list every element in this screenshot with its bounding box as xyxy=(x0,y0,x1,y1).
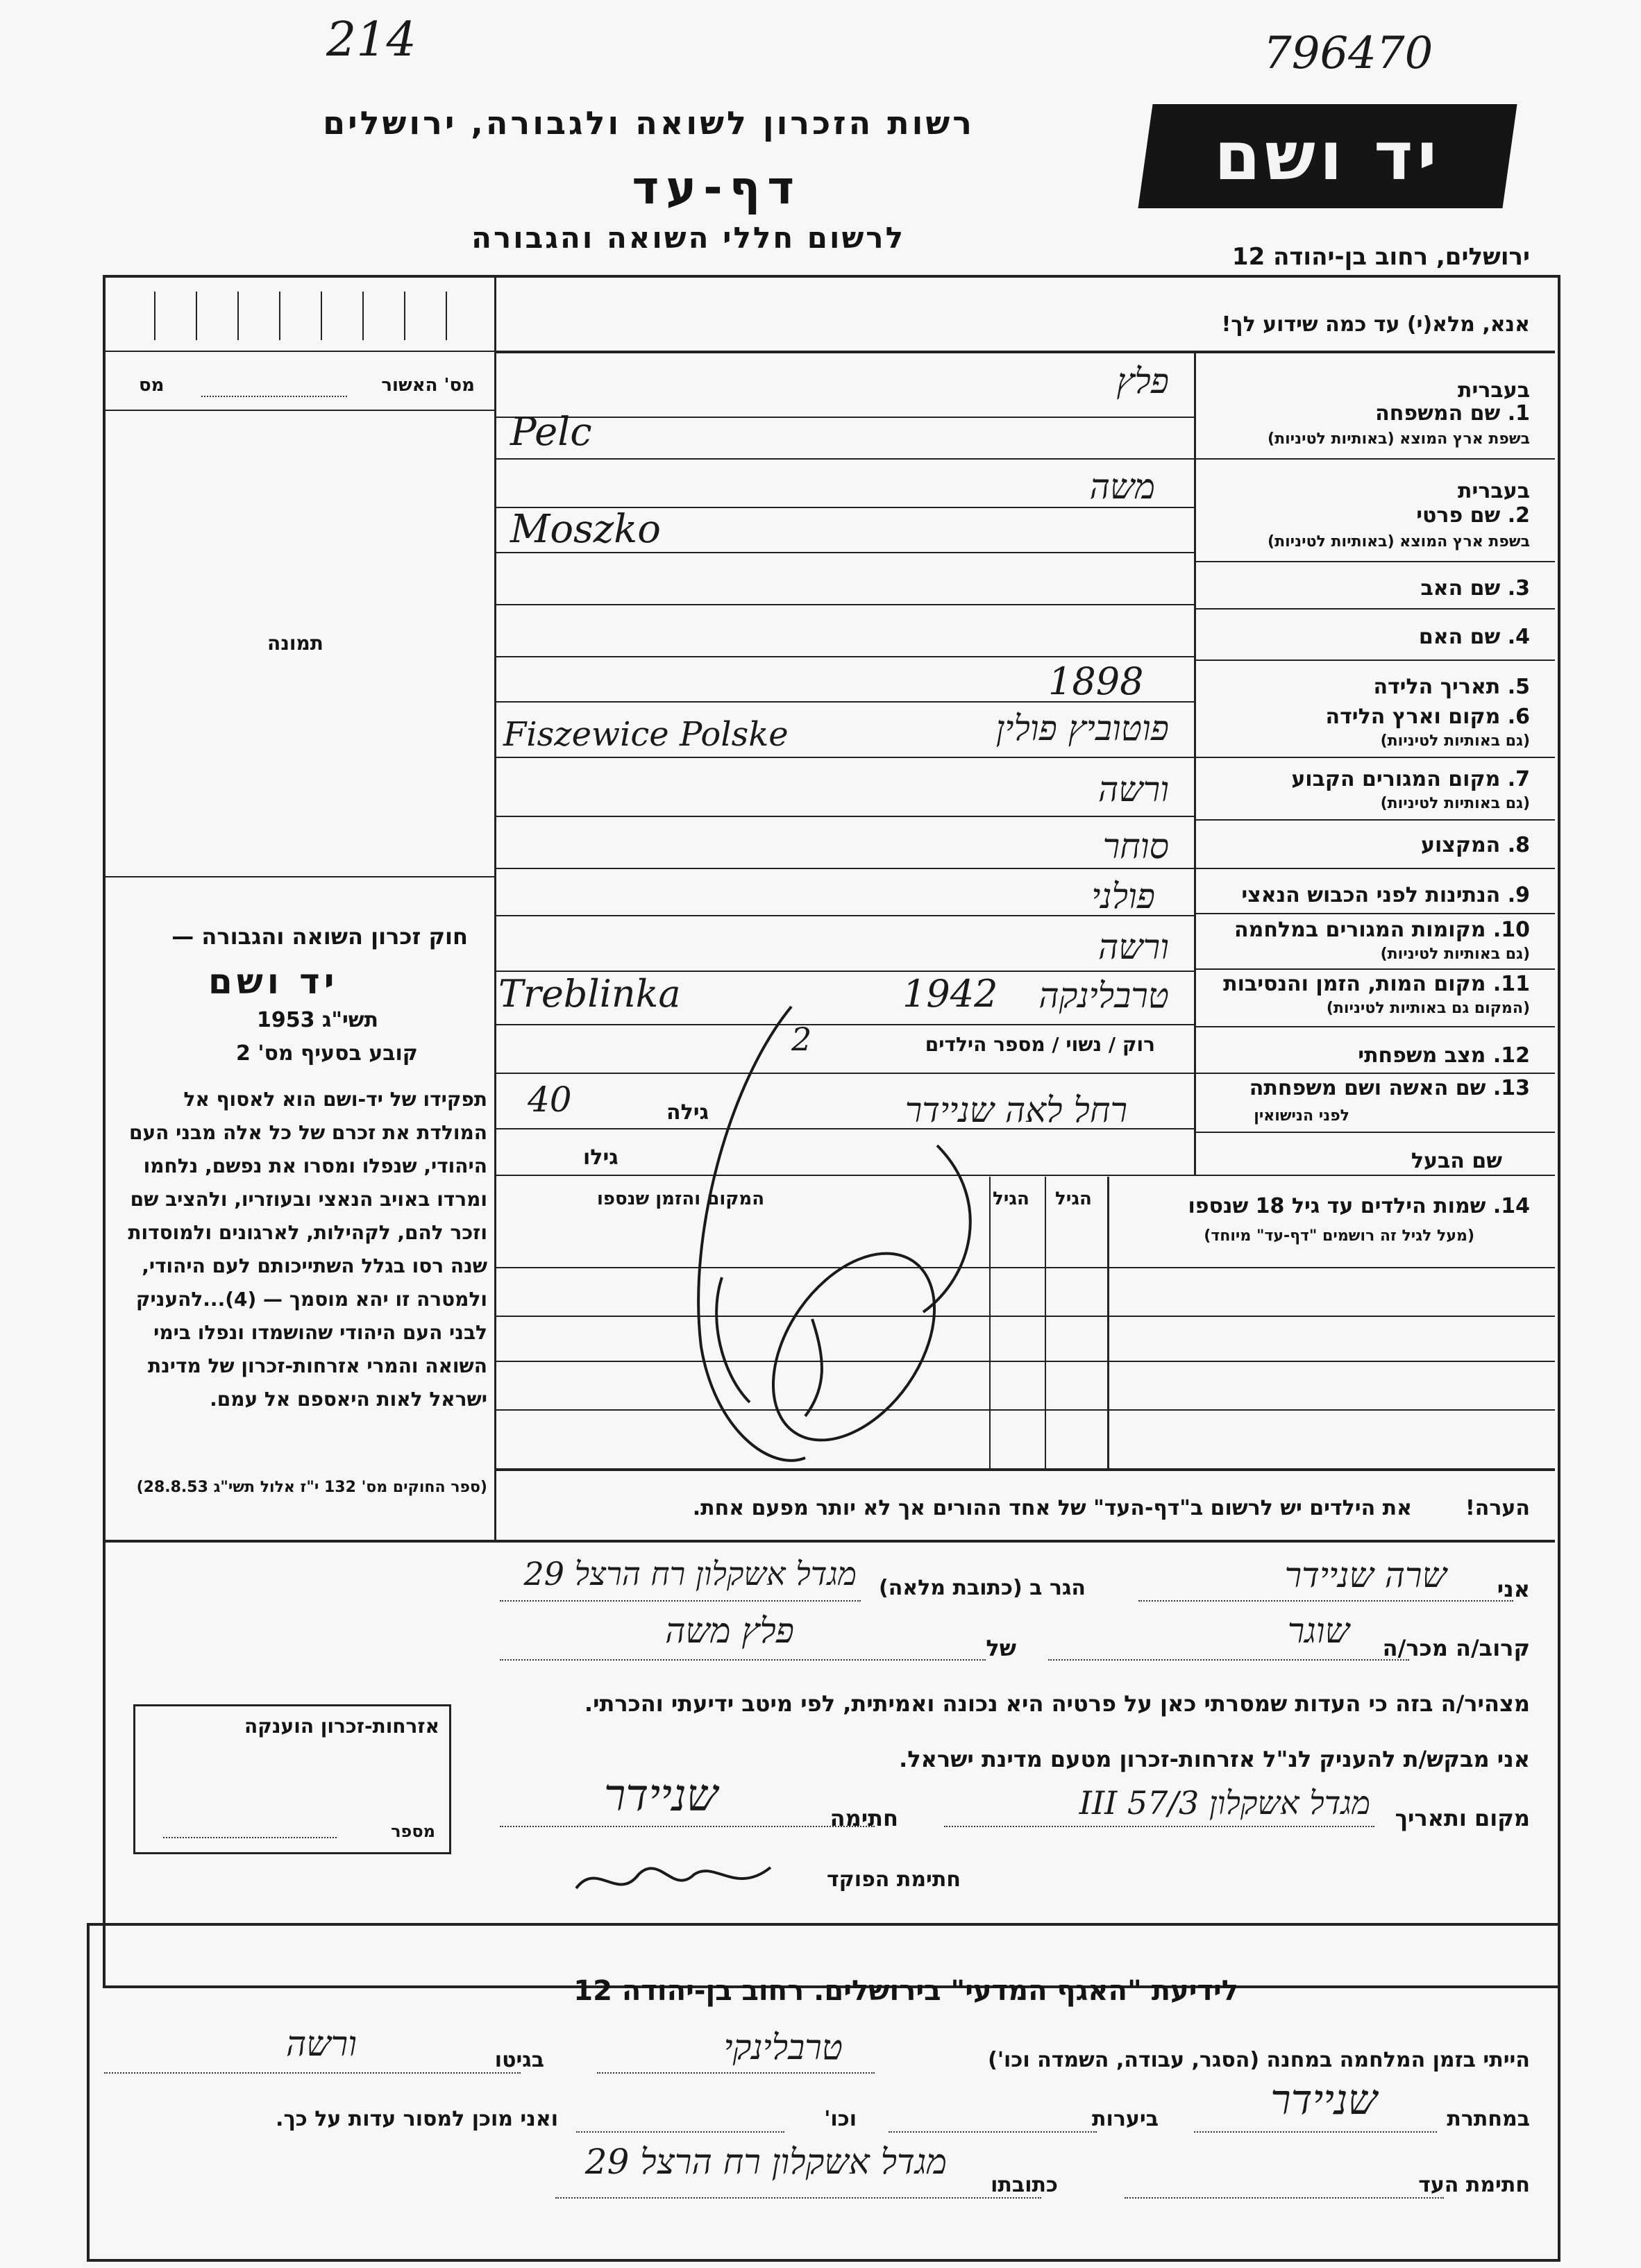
divider xyxy=(1194,868,1555,869)
instructions: אנא, מלא(י) עד כמה שידוע לך! xyxy=(1221,312,1530,337)
decl-ani: אני xyxy=(1497,1576,1530,1602)
value-line xyxy=(496,915,1194,916)
decl-official-sig: חתימת הפוקד xyxy=(827,1867,961,1892)
divider xyxy=(1194,757,1555,758)
birth-date: 1898 xyxy=(1048,660,1144,703)
camp-value: טרבלינקי xyxy=(723,2027,843,2067)
field-8-label: 8. המקצוע xyxy=(1421,833,1530,857)
approval-label: מס' האשור xyxy=(381,375,475,396)
field-6-note: (גם באותיות לטיניות) xyxy=(1380,732,1530,750)
footer-title: לידיעת "האגף המדעי" בירושלים. רחוב בן-יהודה 12 xyxy=(573,1975,1238,2007)
children-count: 2 xyxy=(791,1020,812,1058)
left-column-divider xyxy=(494,278,496,1540)
witness-address: מגדל אשקלון רח הרצל 29 xyxy=(523,1555,857,1593)
marital-options: רוק / נשוי / מספר הילדים xyxy=(925,1033,1155,1056)
field-10-label: 10. מקומות המגורים במלחמה xyxy=(1234,918,1530,942)
tick xyxy=(362,292,364,340)
tick xyxy=(196,292,197,340)
wife-name: רחל לאה שניידר xyxy=(904,1090,1127,1130)
law-year: תשי"ג 1953 xyxy=(257,1008,379,1032)
hebrew-tag-1: בעברית xyxy=(1458,378,1530,403)
logo-text: יד ושם xyxy=(1214,117,1441,195)
profession: סוחר xyxy=(1102,826,1169,866)
decl-relative: קרוב/ה מכר/ה xyxy=(1382,1635,1530,1661)
value-line xyxy=(496,656,1194,657)
authority-title: רשות הזכרון לשואה ולגבורה, ירושלים xyxy=(323,104,975,142)
tick xyxy=(446,292,447,340)
approval-no-prefix: מס xyxy=(139,375,165,396)
husband-label: שם הבעל xyxy=(1411,1149,1502,1173)
death-place-latin: Treblinka xyxy=(498,972,681,1016)
decl-relation-line xyxy=(1048,1659,1409,1661)
header-address: ירושלים, רחוב בן-יהודה 12 xyxy=(1231,243,1530,271)
divider xyxy=(1194,458,1555,460)
scrawl-stroke xyxy=(740,1224,968,1470)
field-7-note: (גם באותיות לטיניות) xyxy=(1380,795,1530,812)
footer-underground: במחתרת xyxy=(1447,2107,1530,2131)
tick xyxy=(279,292,280,340)
footer-forests: ביערות xyxy=(1092,2107,1159,2131)
decl-of: של xyxy=(986,1635,1016,1661)
archive-number: 796470 xyxy=(1263,28,1433,79)
birth-place-latin: Fiszewice Polske xyxy=(503,715,789,754)
tick xyxy=(404,292,405,340)
divider xyxy=(1194,608,1555,610)
first-name-hebrew: משה xyxy=(1089,467,1155,507)
footer-ready: ואני מוכן למסור עדות על כך. xyxy=(276,2107,558,2131)
official-signature xyxy=(569,1847,777,1909)
footer-etc-line xyxy=(576,2131,784,2133)
decl-signature-line xyxy=(500,1826,875,1827)
instructions-divider xyxy=(494,351,1555,353)
divider xyxy=(1194,913,1555,914)
husband-age-label: גילו xyxy=(583,1145,618,1170)
footer-address-label: כתובתו xyxy=(991,2173,1058,2197)
footer-witness-sig: חתימת העד xyxy=(1418,2173,1530,2197)
of-whom: פלץ משה xyxy=(665,1611,794,1651)
field-9-label: 9. הנתינות לפני הכבוש הנאצי xyxy=(1241,883,1530,907)
witness-relation: שוגר xyxy=(1287,1611,1349,1651)
decl-request: אני מבקש/ת להעניק לנ"ל אזרחות-זכרון מטעם מדינת ישראל. xyxy=(899,1746,1530,1772)
field-2-label: 2. שם פרטי xyxy=(1416,503,1530,528)
law-text: תפקידו של יד-ושם הוא לאסוף אל המולדת את זכרם של כל אלה מבני העם היהודי, שנפלו ומסרו את נפשם, נלחמו ומרדו באויב הנאצי ובעוזריו, ולהציב שם וזכר להם, לקהילות, לארגונים ולמוסדות שנה רסו בגלל השתייכותם לעם היהודי, ולמטרה זו יהא מוסמך — (4)...להעניק לבני העם היהודי שהושמדו ונפלו בימי השואה והמרי אזרחות-זכרון של מדינת ישראל לאות היאספם אל עמם. xyxy=(128,1088,487,1411)
photo-top-divider xyxy=(106,410,494,411)
value-line xyxy=(496,868,1194,869)
children-place-col: המקום והזמן שנספו xyxy=(597,1188,765,1209)
divider xyxy=(1194,1026,1555,1027)
official-sig-stroke xyxy=(576,1867,771,1888)
field-6-label: 6. מקום וארץ הלידה xyxy=(1325,705,1530,729)
law-reference: (ספר החוקים מס' 132 י"ז אלול תשי"ג 28.8.53) xyxy=(136,1479,487,1496)
approval-box xyxy=(106,278,494,347)
scrawl-stroke xyxy=(805,1319,822,1416)
children-col-divider xyxy=(1107,1177,1109,1468)
divider xyxy=(1194,819,1555,821)
footer-etc: וכו' xyxy=(824,2107,857,2131)
footer-ghetto: בגיטו xyxy=(494,2048,544,2072)
divider xyxy=(1194,660,1555,661)
underground-value: שניידר xyxy=(1270,2076,1377,2124)
field-5-label: 5. תאריך הלידה xyxy=(1373,675,1530,699)
footer-camp-line: הייתי בזמן המלחמה במחנה (הסגר, עבודה, השמדה וכו') xyxy=(988,2048,1530,2072)
wife-age: 40 xyxy=(528,1080,572,1120)
field-3-label: 3. שם האב xyxy=(1420,576,1530,600)
law-title: חוק זכרון השואה והגבורה — xyxy=(171,923,468,950)
hebrew-tag-2: בעברית xyxy=(1458,479,1530,503)
decl-name-line xyxy=(1138,1600,1513,1602)
family-name-latin: Pelc xyxy=(510,410,592,455)
field-12-label: 12. מצב משפחתי xyxy=(1358,1043,1530,1068)
pencil-number: 214 xyxy=(326,12,416,67)
decl-place-date: מקום ותאריך xyxy=(1395,1805,1530,1831)
decl-resides: הגר ב (כתובת מלאה) xyxy=(878,1576,1086,1600)
field-2-note: בשפת ארץ המוצא (באותיות לטיניות) xyxy=(1268,533,1530,551)
value-line xyxy=(496,552,1194,553)
signature-value: שניידר xyxy=(603,1770,718,1822)
field-14-note: (מעל לגיל זה רושמים "דף-עד" מיוחד) xyxy=(1204,1227,1474,1245)
law-name: יד ושם xyxy=(208,961,339,1002)
field-11-label: 11. מקום המות, הזמן והנסיבות xyxy=(1223,972,1530,996)
tick xyxy=(154,292,155,340)
number-label: מספר xyxy=(391,1822,435,1841)
label-column-divider xyxy=(1194,353,1196,1175)
field-10-note: (גם באותיות לטיניות) xyxy=(1380,946,1530,963)
field-4-label: 4. שם האם xyxy=(1418,625,1530,649)
footer-underground-line xyxy=(1194,2131,1437,2133)
scrawl-stroke xyxy=(698,1007,805,1461)
yad-vashem-logo xyxy=(1138,104,1517,208)
divider xyxy=(1194,561,1555,562)
decl-of-line xyxy=(500,1659,986,1661)
form-subtitle: לרשום חללי השואה והגבורה xyxy=(471,221,905,255)
field-1-label: 1. שם המשפחה xyxy=(1375,401,1530,426)
value-line xyxy=(496,816,1194,817)
form-title: דף-עד xyxy=(632,161,801,215)
children-age-col: הגיל xyxy=(1055,1188,1092,1209)
law-section: קובע בסעיף מס' 2 xyxy=(236,1041,418,1066)
decl-address-line xyxy=(500,1600,861,1602)
field-14-label: 14. שמות הילדים עד גיל 18 שנספו xyxy=(1188,1194,1530,1218)
note-bottom-border xyxy=(106,1540,1555,1543)
divider xyxy=(1194,1073,1555,1074)
tick xyxy=(321,292,322,340)
approval-divider xyxy=(106,351,494,352)
decl-statement: מצהיר/ה בזה כי העדות שמסרתי כאן על פרטיה היא נכונה ואמיתית, לפי מיטב ידיעתי והכרתי. xyxy=(584,1690,1530,1717)
number-line xyxy=(163,1837,337,1838)
children-age-col-2: הגיל xyxy=(993,1188,1029,1209)
first-name-latin: Moszko xyxy=(510,507,661,552)
note-label: הערה! xyxy=(1465,1496,1530,1520)
footer-address-line xyxy=(555,2197,1041,2199)
wife-age-label: גילה xyxy=(666,1100,709,1125)
value-line xyxy=(496,458,1194,460)
divider xyxy=(1194,1132,1555,1133)
scrawl-stroke xyxy=(716,1277,750,1402)
value-line xyxy=(496,757,1194,758)
nationality: פולני xyxy=(1091,876,1155,916)
footer-witness-sig-line xyxy=(1125,2197,1444,2199)
footer-camp-line-underline xyxy=(597,2072,875,2074)
tick xyxy=(237,292,239,340)
field-7-label: 7. מקום המגורים הקבוע xyxy=(1291,767,1530,791)
footer-ghetto-line xyxy=(104,2072,521,2074)
citizenship-label: אזרחות-זכרון הוענקה xyxy=(244,1715,439,1738)
decl-signature: חתימה xyxy=(830,1805,898,1831)
witness-name: שרה שניידר xyxy=(1284,1555,1447,1595)
note-text: את הילדים יש לרשום ב"דף-העד" של אחד ההורים אך לא יותר מפעם אחת. xyxy=(692,1496,1412,1520)
footer-forests-line xyxy=(889,2131,1097,2133)
family-name-hebrew: פלץ xyxy=(1116,361,1169,401)
signature-scrawl xyxy=(646,986,1076,1486)
value-line xyxy=(496,604,1194,605)
divider xyxy=(1194,968,1555,970)
death-year: 1942 xyxy=(902,972,998,1016)
field-1-note: בשפת ארץ המוצא (באותיות לטיניות) xyxy=(1268,430,1530,448)
war-places: ורשה xyxy=(1097,927,1169,967)
approval-line xyxy=(201,396,347,397)
place-date-value: מגדל אשקלון 3/III 57 xyxy=(1079,1784,1370,1822)
death-place-hebrew: טרבלינקה xyxy=(1038,975,1169,1016)
field-13-label: 13. שם האשה ושם משפחתה xyxy=(1249,1076,1530,1100)
residence: ורשה xyxy=(1097,769,1169,809)
footer-address-value: מגדל אשקלון רח הרצל 29 xyxy=(584,2142,947,2182)
ghetto-value: ורשה xyxy=(285,2024,357,2064)
photo-bottom-divider xyxy=(106,876,494,877)
field-13-note: לפני הנישואין xyxy=(1254,1107,1349,1125)
photo-label: תמונה xyxy=(267,632,323,655)
birth-place-hebrew: פוטוביץ פולין xyxy=(995,708,1169,748)
value-line xyxy=(496,417,1194,418)
citizenship-box xyxy=(133,1704,451,1854)
decl-place-date-line xyxy=(944,1826,1374,1827)
field-11-note: (המקום גם באותיות לטיניות) xyxy=(1326,1000,1530,1017)
